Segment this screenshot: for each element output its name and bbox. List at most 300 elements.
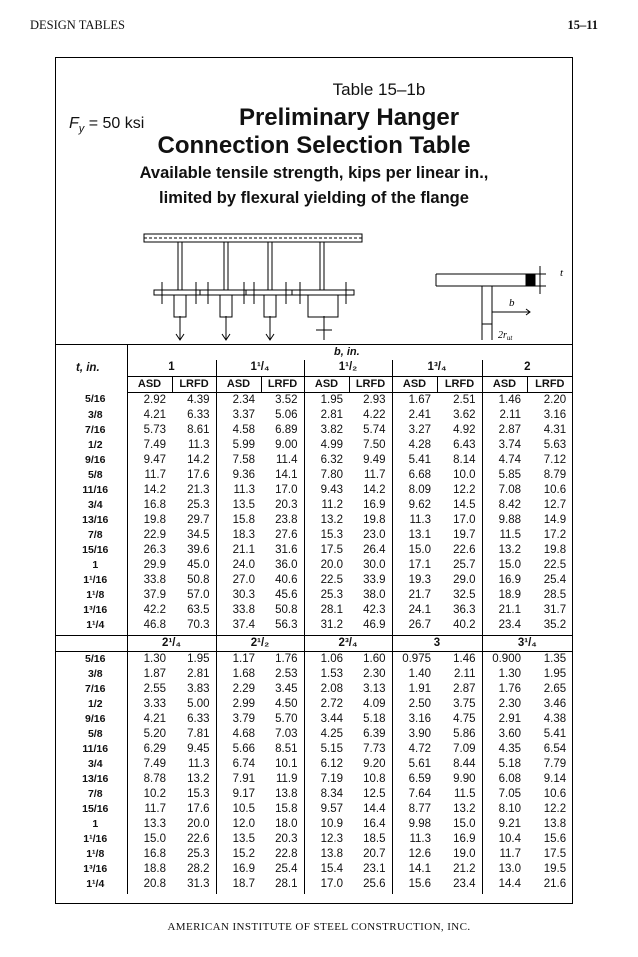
thickness-cell: 7/16: [56, 682, 127, 697]
asd-value-cell: 15.3: [320, 528, 343, 541]
lrfd-value-cell: 23.1: [349, 862, 392, 877]
asd-value-cell: 7.49: [143, 438, 166, 451]
lrfd-value-cell: 25.6: [349, 877, 392, 894]
thickness-cell: 1³/16: [56, 603, 127, 618]
asd-value-cell: 7.58: [232, 453, 255, 466]
table-frame: [55, 57, 573, 904]
table-row: [56, 483, 572, 498]
lrfd-value-cell: 2.87: [437, 682, 482, 697]
lrfd-value-cell: 19.8: [543, 543, 567, 556]
lrfd-value-cell: 20.3: [261, 498, 304, 513]
lrfd-value-cell: 31.3: [172, 877, 216, 894]
lrfd-value-cell: 17.5: [543, 847, 567, 860]
asd-value-cell: 12.3: [320, 832, 343, 845]
lrfd-value-cell: 42.3: [349, 603, 392, 618]
asd-value-cell: 15.4: [320, 862, 343, 875]
lrfd-value-cell: 6.33: [172, 408, 216, 423]
table-row: [56, 757, 572, 772]
table-row: [56, 862, 572, 877]
lrfd-value-cell: 17.2: [543, 528, 567, 541]
lrfd-value-cell: 15.6: [543, 832, 567, 845]
table-row: [56, 528, 572, 543]
lrfd-value-cell: 4.39: [172, 392, 216, 408]
lrfd-value-cell: 7.73: [349, 742, 392, 757]
asd-value-cell: 17.1: [408, 558, 431, 571]
asd-value-cell: 26.3: [143, 543, 166, 556]
table-title-line2: Connection Selection Table: [157, 132, 471, 159]
label-2rut: $2r_{ut}$: [498, 330, 513, 342]
lrfd-value-cell: 15.0: [437, 817, 482, 832]
asd-value-cell: 2.92: [143, 393, 166, 406]
table-row: [56, 877, 572, 894]
asd-value-cell: 3.79: [232, 712, 255, 725]
lrfd-value-cell: 11.5: [437, 787, 482, 802]
lrfd-value-cell: 2.53: [261, 667, 304, 682]
lrfd-value-cell: 4.38: [543, 712, 567, 725]
lrfd-value-cell: 15.3: [172, 787, 216, 802]
asd-value-cell: 1.87: [143, 667, 166, 680]
asd-value-cell: 7.91: [232, 772, 255, 785]
thickness-cell: 1¹/16: [56, 832, 127, 847]
thickness-cell: 5/16: [56, 651, 127, 667]
lrfd-value-cell: 10.1: [261, 757, 304, 772]
hanger-connection-diagram: [96, 216, 566, 342]
asd-value-cell: 8.78: [143, 772, 166, 785]
asd-value-cell: 2.11: [499, 408, 521, 421]
lrfd-value-cell: 14.5: [437, 498, 482, 513]
lrfd-value-cell: 3.52: [261, 392, 304, 408]
lrfd-value-cell: 14.1: [261, 468, 304, 483]
asd-value-cell: 4.68: [232, 727, 255, 740]
table-row: [56, 712, 572, 727]
thickness-cell: 1¹/8: [56, 588, 127, 603]
lrfd-value-cell: 31.6: [261, 543, 304, 558]
asd-value-cell: 0.900: [492, 652, 521, 665]
table-row: [56, 513, 572, 528]
asd-value-cell: 11.7: [144, 468, 166, 481]
asd-value-cell: 4.35: [498, 742, 521, 755]
lrfd-value-cell: 57.0: [172, 588, 216, 603]
lrfd-value-cell: 2.81: [172, 667, 216, 682]
lrfd-value-cell: 28.1: [261, 877, 304, 894]
asd-value-cell: 11.5: [499, 528, 521, 541]
asd-value-cell: 5.73: [143, 423, 166, 436]
asd-value-cell: 1.76: [498, 682, 521, 695]
asd-value-cell: 6.32: [320, 453, 343, 466]
lrfd-value-cell: 14.2: [349, 483, 392, 498]
lrfd-value-cell: 22.6: [172, 832, 216, 847]
lrfd-value-cell: 2.30: [349, 667, 392, 682]
asd-value-cell: 13.1: [408, 528, 431, 541]
lrfd-value-cell: 12.2: [543, 802, 567, 815]
lrfd-value-cell: 7.03: [261, 727, 304, 742]
asd-value-cell: 3.27: [408, 423, 431, 436]
asd-value-cell: 2.30: [498, 697, 521, 710]
asd-value-cell: 1.30: [498, 667, 521, 680]
tee-section-detail: [436, 266, 546, 340]
page-number: 15–11: [567, 18, 598, 32]
label-b: b: [509, 297, 515, 309]
asd-value-cell: 11.7: [144, 802, 166, 815]
asd-value-cell: 13.8: [320, 847, 343, 860]
lrfd-value-cell: 10.8: [349, 772, 392, 787]
lrfd-value-cell: 23.4: [437, 877, 482, 894]
asd-value-cell: 10.5: [232, 802, 255, 815]
lrfd-value-cell: 1.35: [543, 652, 567, 665]
lrfd-value-cell: 12.2: [437, 483, 482, 498]
asd-value-cell: 11.3: [233, 483, 255, 496]
asd-value-cell: 27.0: [232, 573, 255, 586]
lrfd-value-cell: 3.16: [543, 408, 567, 421]
lrfd-value-cell: 34.5: [172, 528, 216, 543]
lrfd-value-cell: 36.3: [437, 603, 482, 618]
asd-value-cell: 3.90: [408, 727, 431, 740]
thickness-cell: 1/2: [56, 438, 127, 453]
lrfd-value-cell: 7.12: [543, 453, 567, 466]
lrfd-value-cell: 25.3: [172, 498, 216, 513]
asd-value-cell: 42.2: [143, 603, 166, 616]
lrfd-value-cell: 9.49: [349, 453, 392, 468]
asd-value-cell: 2.50: [408, 697, 431, 710]
asd-value-cell: 16.9: [498, 573, 521, 586]
asd-value-cell: 1.91: [408, 682, 431, 695]
lrfd-value-cell: 16.4: [349, 817, 392, 832]
asd-value-cell: 1.30: [143, 652, 166, 665]
lrfd-value-cell: 21.3: [172, 483, 216, 498]
asd-value-cell: 26.7: [408, 618, 431, 631]
asd-value-cell: 9.88: [498, 513, 521, 526]
asd-value-cell: 9.98: [408, 817, 431, 830]
lrfd-header: LRFD: [261, 376, 304, 392]
table-row: [56, 543, 572, 558]
lrfd-header: LRFD: [172, 376, 216, 392]
thickness-cell: 1¹/4: [56, 877, 127, 894]
lrfd-value-cell: 5.63: [543, 438, 567, 451]
lrfd-value-cell: 14.9: [543, 513, 567, 526]
lrfd-value-cell: 17.6: [172, 468, 216, 483]
asd-value-cell: 6.68: [408, 468, 431, 481]
lrfd-value-cell: 4.92: [437, 423, 482, 438]
lrfd-value-cell: 11.9: [261, 772, 304, 787]
asd-value-cell: 6.12: [320, 757, 343, 770]
table-number: Table 15–1b: [332, 80, 426, 99]
lrfd-value-cell: 25.7: [437, 558, 482, 573]
asd-value-cell: 31.2: [320, 618, 343, 631]
asd-value-cell: 16.8: [143, 847, 166, 860]
asd-value-cell: 1.68: [232, 667, 255, 680]
asd-value-cell: 33.8: [143, 573, 166, 586]
lrfd-header: LRFD: [437, 376, 482, 392]
lrfd-value-cell: 2.93: [349, 392, 392, 408]
asd-value-cell: 8.34: [320, 787, 343, 800]
lrfd-value-cell: 21.6: [543, 877, 567, 890]
asd-value-cell: 2.55: [143, 682, 166, 695]
lrfd-value-cell: 5.18: [349, 712, 392, 727]
lrfd-value-cell: 56.3: [261, 618, 304, 636]
asd-value-cell: 6.08: [498, 772, 521, 785]
lrfd-value-cell: 13.2: [172, 772, 216, 787]
asd-value-cell: 1.46: [498, 393, 521, 406]
lrfd-value-cell: 63.5: [172, 603, 216, 618]
table-row: [56, 787, 572, 802]
lrfd-value-cell: 25.4: [543, 573, 567, 586]
lrfd-value-cell: 3.45: [261, 682, 304, 697]
asd-value-cell: 46.8: [143, 618, 166, 631]
lrfd-value-cell: 19.5: [543, 862, 567, 875]
thickness-cell: 15/16: [56, 543, 127, 558]
asd-value-cell: 1.95: [320, 393, 343, 406]
table-title-line1: Preliminary Hanger: [238, 104, 460, 131]
lrfd-value-cell: 20.0: [172, 817, 216, 832]
lrfd-value-cell: 8.79: [543, 468, 567, 481]
b-col: 2³/₄: [304, 635, 392, 651]
lrfd-value-cell: 25.4: [261, 862, 304, 877]
table-body-section1: [56, 392, 572, 635]
asd-value-cell: 9.17: [232, 787, 255, 800]
asd-value-cell: 8.77: [408, 802, 431, 815]
asd-value-cell: 9.21: [498, 817, 521, 830]
asd-value-cell: 5.15: [320, 742, 343, 755]
lrfd-value-cell: 6.89: [261, 423, 304, 438]
asd-header: ASD: [304, 376, 349, 392]
table-row: [56, 588, 572, 603]
lrfd-value-cell: 3.13: [349, 682, 392, 697]
asd-value-cell: 37.4: [232, 618, 255, 631]
lrfd-value-cell: 12.5: [349, 787, 392, 802]
lrfd-value-cell: 4.22: [349, 408, 392, 423]
asd-value-cell: 21.7: [408, 588, 431, 601]
asd-value-cell: 24.0: [232, 558, 255, 571]
asd-value-cell: 11.7: [499, 847, 521, 860]
asd-value-cell: 13.2: [320, 513, 343, 526]
lrfd-value-cell: 8.44: [437, 757, 482, 772]
lrfd-value-cell: 2.65: [543, 682, 567, 695]
b-col: 2: [482, 360, 572, 376]
table-row: [56, 618, 572, 636]
asd-value-cell: 4.21: [143, 408, 166, 421]
asd-value-cell: 19.8: [143, 513, 166, 526]
lrfd-value-cell: 45.0: [172, 558, 216, 573]
asd-value-cell: 23.4: [498, 618, 521, 631]
lrfd-value-cell: 29.7: [172, 513, 216, 528]
t-header: t, in.: [56, 360, 127, 376]
asd-value-cell: 7.19: [320, 772, 343, 785]
asd-value-cell: 20.8: [143, 877, 166, 890]
thickness-cell: 5/8: [56, 727, 127, 742]
asd-value-cell: 1.67: [408, 393, 431, 406]
asd-value-cell: 4.25: [320, 727, 343, 740]
asd-value-cell: 3.44: [320, 712, 343, 725]
thickness-cell: 13/16: [56, 513, 127, 528]
lrfd-value-cell: 8.51: [261, 742, 304, 757]
lrfd-value-cell: 11.3: [172, 438, 216, 453]
asd-value-cell: 24.1: [408, 603, 431, 616]
lrfd-value-cell: 10.6: [543, 483, 567, 496]
asd-value-cell: 19.3: [408, 573, 431, 586]
lrfd-value-cell: 2.20: [543, 393, 567, 406]
b-col: 2¹/₂: [216, 635, 304, 651]
asd-value-cell: 29.9: [143, 558, 166, 571]
label-t: t: [560, 267, 564, 279]
lrfd-value-cell: 9.20: [349, 757, 392, 772]
asd-value-cell: 1.17: [232, 652, 255, 665]
asd-value-cell: 6.59: [408, 772, 431, 785]
table-row: [56, 772, 572, 787]
asd-value-cell: 3.82: [320, 423, 343, 436]
lrfd-value-cell: 23.8: [261, 513, 304, 528]
table-subtitle-line1: Available tensile strength, kips per linear in.,: [139, 164, 489, 182]
lrfd-value-cell: 22.6: [437, 543, 482, 558]
lrfd-value-cell: 16.9: [349, 498, 392, 513]
table-row: [56, 682, 572, 697]
asd-value-cell: 13.2: [498, 543, 521, 556]
asd-header: ASD: [482, 376, 527, 392]
table-row: [56, 558, 572, 573]
asd-value-cell: 30.3: [232, 588, 255, 601]
lrfd-value-cell: 4.75: [437, 712, 482, 727]
lrfd-value-cell: 6.54: [543, 742, 567, 755]
lrfd-value-cell: 11.4: [261, 453, 304, 468]
asd-value-cell: 9.36: [232, 468, 255, 481]
thickness-cell: 15/16: [56, 802, 127, 817]
lrfd-value-cell: 22.5: [543, 558, 567, 571]
thickness-cell: 1: [56, 817, 127, 832]
asd-value-cell: 5.99: [232, 438, 255, 451]
table-row: [56, 468, 572, 483]
asd-value-cell: 9.57: [320, 802, 343, 815]
table-row: [56, 802, 572, 817]
asd-value-cell: 4.99: [320, 438, 343, 451]
strength-table: [56, 344, 572, 894]
lrfd-value-cell: 40.6: [261, 573, 304, 588]
lrfd-value-cell: 3.83: [172, 682, 216, 697]
lrfd-value-cell: 20.3: [261, 832, 304, 847]
lrfd-value-cell: 3.46: [543, 697, 567, 710]
asd-value-cell: 9.47: [143, 453, 166, 466]
asd-value-cell: 7.64: [408, 787, 431, 800]
asd-value-cell: 8.42: [498, 498, 521, 511]
asd-value-cell: 0.975: [402, 652, 431, 665]
asd-value-cell: 3.60: [498, 727, 521, 740]
thickness-cell: 1/2: [56, 697, 127, 712]
lrfd-value-cell: 1.76: [261, 651, 304, 667]
lrfd-value-cell: 7.81: [172, 727, 216, 742]
lrfd-value-cell: 9.14: [543, 772, 567, 785]
table-row: [56, 651, 572, 667]
thickness-cell: 9/16: [56, 453, 127, 468]
thickness-cell: 3/4: [56, 757, 127, 772]
lrfd-value-cell: 3.75: [437, 697, 482, 712]
thickness-cell: 7/8: [56, 787, 127, 802]
asd-value-cell: 5.61: [408, 757, 431, 770]
asd-header: ASD: [392, 376, 437, 392]
lrfd-value-cell: 33.9: [349, 573, 392, 588]
asd-value-cell: 7.08: [498, 483, 521, 496]
publisher-footer: AMERICAN INSTITUTE OF STEEL CONSTRUCTION, INC.: [167, 921, 471, 933]
asd-header: ASD: [216, 376, 261, 392]
table-row: [56, 438, 572, 453]
asd-value-cell: 2.87: [498, 423, 521, 436]
asd-value-cell: 15.2: [232, 847, 255, 860]
table-row: [56, 667, 572, 682]
asd-value-cell: 2.29: [232, 682, 255, 695]
thickness-cell: 5/8: [56, 468, 127, 483]
asd-value-cell: 7.80: [320, 468, 343, 481]
thickness-cell: 9/16: [56, 712, 127, 727]
asd-value-cell: 15.0: [143, 832, 166, 845]
b-col: 1³/₄: [392, 360, 482, 376]
lrfd-value-cell: 29.0: [437, 573, 482, 588]
asd-value-cell: 13.5: [232, 498, 255, 511]
asd-value-cell: 12.0: [232, 817, 255, 830]
asd-value-cell: 2.72: [320, 697, 343, 710]
asd-value-cell: 10.2: [143, 787, 166, 800]
lrfd-value-cell: 1.95: [172, 651, 216, 667]
asd-value-cell: 9.62: [408, 498, 431, 511]
lrfd-value-cell: 50.8: [172, 573, 216, 588]
asd-value-cell: 2.99: [232, 697, 255, 710]
asd-value-cell: 14.2: [143, 483, 166, 496]
asd-value-cell: 22.5: [320, 573, 343, 586]
lrfd-value-cell: 6.39: [349, 727, 392, 742]
asd-value-cell: 15.8: [232, 513, 255, 526]
asd-value-cell: 2.41: [408, 408, 431, 421]
asd-value-cell: 21.1: [498, 603, 521, 616]
asd-value-cell: 8.09: [408, 483, 431, 496]
b-header: b, in.: [333, 346, 360, 358]
lrfd-value-cell: 8.14: [437, 453, 482, 468]
lrfd-value-cell: 8.61: [172, 423, 216, 438]
lrfd-value-cell: 28.2: [172, 862, 216, 877]
asd-value-cell: 9.43: [320, 483, 343, 496]
asd-value-cell: 1.53: [320, 667, 343, 680]
lrfd-value-cell: 19.7: [437, 528, 482, 543]
lrfd-value-cell: 19.0: [437, 847, 482, 862]
lrfd-value-cell: 5.70: [261, 712, 304, 727]
asd-value-cell: 22.9: [143, 528, 166, 541]
asd-value-cell: 13.3: [143, 817, 166, 830]
asd-value-cell: 3.74: [498, 438, 521, 451]
table-row: [56, 573, 572, 588]
asd-value-cell: 11.2: [321, 498, 343, 511]
lrfd-value-cell: 5.41: [543, 727, 567, 740]
asd-value-cell: 3.16: [408, 712, 431, 725]
lrfd-value-cell: 22.8: [261, 847, 304, 862]
b-col: 1¹/₂: [304, 360, 392, 376]
table-row: [56, 453, 572, 468]
asd-value-cell: 28.1: [320, 603, 343, 616]
lrfd-value-cell: 38.0: [349, 588, 392, 603]
thickness-cell: 7/8: [56, 528, 127, 543]
asd-value-cell: 17.0: [320, 877, 343, 890]
asd-value-cell: 2.91: [498, 712, 521, 725]
asd-value-cell: 16.8: [143, 498, 166, 511]
b-col: 1: [127, 360, 216, 376]
lrfd-value-cell: 7.79: [543, 757, 567, 770]
thickness-cell: 1¹/4: [56, 618, 127, 636]
asd-value-cell: 20.0: [320, 558, 343, 571]
thickness-cell: 13/16: [56, 772, 127, 787]
table-row: [56, 847, 572, 862]
asd-value-cell: 16.9: [232, 862, 255, 875]
lrfd-value-cell: 7.09: [437, 742, 482, 757]
lrfd-value-cell: 2.51: [437, 392, 482, 408]
asd-value-cell: 17.5: [320, 543, 343, 556]
table-row: [56, 423, 572, 438]
asd-value-cell: 7.49: [143, 757, 166, 770]
lrfd-value-cell: 36.0: [261, 558, 304, 573]
table-row: [56, 832, 572, 847]
